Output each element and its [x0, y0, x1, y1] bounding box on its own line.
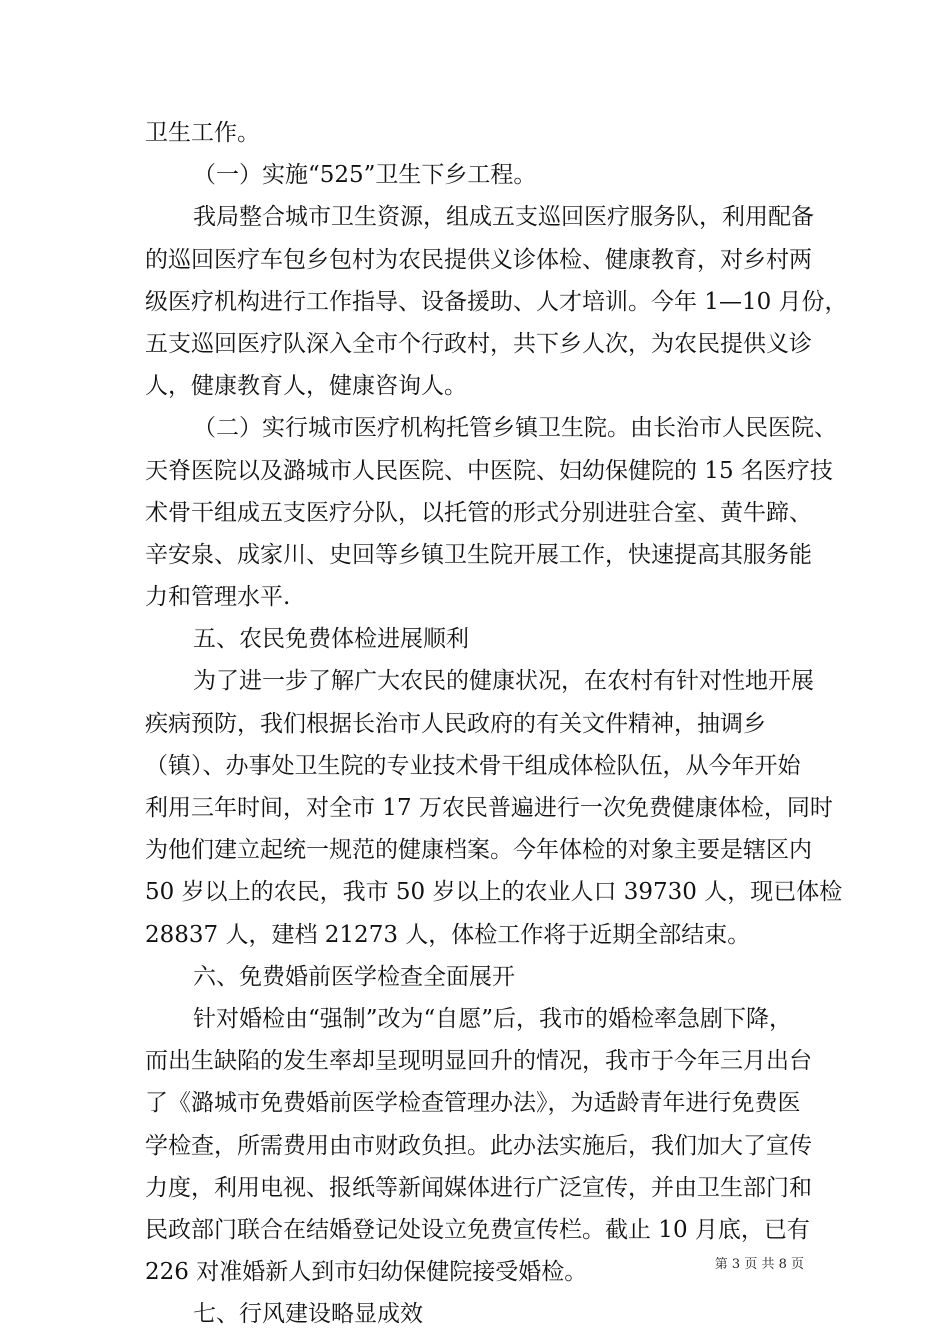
text-line: 术骨干组成五支医疗分队，以托管的形式分别进驻合室、黄牛蹄、 [145, 499, 812, 526]
text-line: 五支巡回医疗队深入全市个行政村，共下乡人次，为农民提供义诊 [145, 330, 812, 357]
text-line: 学检查，所需费用由市财政负担。此办法实施后，我们加大了宣传 [145, 1132, 812, 1159]
text-line: 利用三年时间，对全市 17 万农民普遍进行一次免费健康体检，同时 [145, 795, 833, 821]
text-line: 针对婚检由“强制”改为“自愿”后，我市的婚检率急剧下降， [193, 1005, 793, 1032]
text-line: 而出生缺陷的发生率却呈现明显回升的情况，我市于今年三月出台 [145, 1048, 812, 1075]
text-line: 的巡回医疗车包乡包村为农民提供义诊体检、健康教育，对乡村两 [145, 246, 812, 273]
text-line: 我局整合城市卫生资源，组成五支巡回医疗服务队，利用配备 [193, 204, 814, 231]
text-line: 28837 人，建档 21273 人，体检工作将于近期全部结束。 [145, 921, 751, 948]
text-line: 为了进一步了解广大农民的健康状况，在农村有针对性地开展 [193, 668, 814, 695]
text-line: 辛安泉、成家川、史回等乡镇卫生院开展工作，快速提高其服务能 [145, 541, 812, 568]
document-body [145, 112, 848, 1335]
text-line: 226 对准婚新人到市妇幼保健院接受婚检。 [145, 1259, 588, 1286]
text-line: 50 岁以上的农民，我市 50 岁以上的农业人口 39730 人，现已体检 [145, 879, 843, 906]
text-line: （镇）、办事处卫生院的专业技术骨干组成体检队伍，从今年开始 [145, 752, 801, 779]
text-line: 为他们建立起统一规范的健康档案。今年体检的对象主要是辖区内 [145, 837, 812, 864]
text-line: 疾病预防，我们根据长治市人民政府的有关文件精神，抽调乡 [145, 710, 766, 737]
text-line: 力和管理水平. [145, 584, 291, 611]
text-line: 六、免费婚前医学检查全面展开 [193, 963, 515, 990]
text-line: 了《潞城市免费婚前医学检查管理办法》，为适龄青年进行免费医 [145, 1090, 801, 1117]
text-line: 天脊医院以及潞城市人民医院、中医院、妇幼保健院的 15 名医疗技 [145, 457, 833, 484]
text-line: 七、行风建设略显成效 [193, 1301, 423, 1328]
text-line: （二）实行城市医疗机构托管乡镇卫生院。由长治市人民医院、 [193, 415, 837, 442]
text-line: 级医疗机构进行工作指导、设备援助、人才培训。今年 1—10 月份， [145, 288, 848, 315]
text-line: 力度，利用电视、报纸等新闻媒体进行广泛宣传，并由卫生部门和 [145, 1174, 812, 1201]
text-line: 五、农民免费体检进展顺利 [193, 626, 469, 653]
text-line: （一）实施“525”卫生下乡工程。 [193, 162, 537, 189]
text-line: 民政部门联合在结婚登记处设立免费宣传栏。截止 10 月底，已有 [145, 1216, 810, 1243]
text-line: 人，健康教育人，健康咨询人。 [145, 373, 467, 400]
page-number-footer: 第 3 页 共 8 页 [714, 1257, 804, 1272]
text-line: 卫生工作。 [145, 120, 260, 146]
